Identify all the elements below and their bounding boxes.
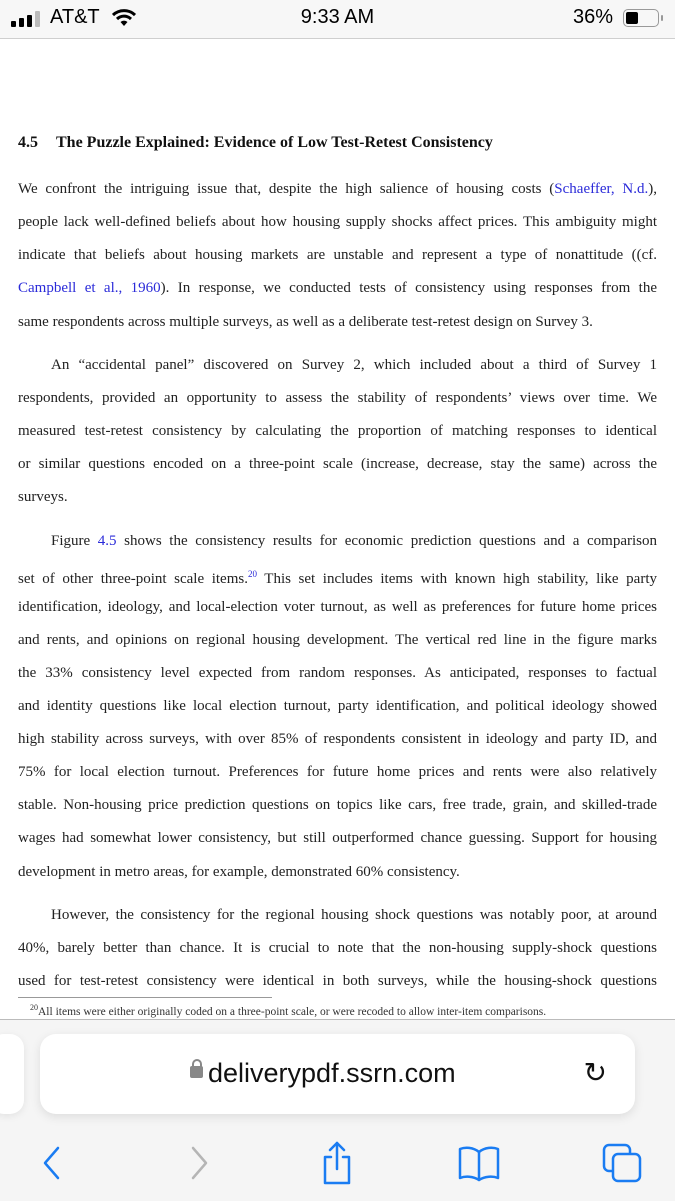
text-line <box>51 532 657 550</box>
text-span: 40%, barely better than chance. It is crucial to note that the non-housing supply-shock questions <box>18 940 657 956</box>
text-line <box>18 422 657 440</box>
text-span: stable. Non-housing price prediction questions on topics like cars, free trade, grain, and skilled-trade <box>18 797 657 813</box>
text-line <box>18 455 657 473</box>
text-span: identification, ideology, and local-election voter turnout, as well as preferences for future home prices <box>18 599 657 615</box>
text-line <box>18 796 657 814</box>
footnote-text: All items were either originally coded on a three-point scale, or were recoded to allow inter-item comparisons. <box>38 1005 547 1018</box>
citation-link[interactable]: 4.5 <box>97 533 117 549</box>
text-line <box>18 279 657 297</box>
text-line <box>18 939 657 957</box>
tabs-button[interactable] <box>597 1138 647 1188</box>
text-span: measured test-retest consistency by calculating the proportion of matching responses to identical <box>18 423 657 439</box>
text-span: shows the consistency results for economic prediction questions and a comparison <box>116 533 657 549</box>
text-line <box>18 598 657 616</box>
chevron-left-icon <box>40 1145 64 1181</box>
text-line <box>18 488 657 506</box>
text-line <box>18 972 657 990</box>
address-bar[interactable] <box>40 1034 635 1114</box>
citation-link[interactable]: Campbell et al., 1960 <box>18 280 161 296</box>
carrier-label: AT&T <box>50 6 100 28</box>
chevron-right-icon <box>187 1145 211 1181</box>
browser-toolbar <box>0 1019 675 1201</box>
text-span: indicate that beliefs about housing markets are unstable and represent a type of nonattitude ((cf. <box>18 247 657 263</box>
forward-button[interactable] <box>174 1138 224 1188</box>
lock-icon <box>190 1066 203 1078</box>
battery-icon <box>623 9 659 27</box>
footnote-ref-link[interactable]: 20 <box>247 569 257 579</box>
text-line <box>18 863 657 881</box>
footnote-mark: 20 <box>30 1003 38 1012</box>
text-span: This set includes items with known high stability, like party <box>256 571 657 587</box>
text-line <box>18 664 657 682</box>
citation-link[interactable]: Schaeffer, N.d. <box>554 181 649 197</box>
text-span: and identity questions like local election turnout, party identification, and political ideology showed <box>18 698 657 714</box>
text-span: the 33% consistency level expected from random responses. As anticipated, responses to factual <box>18 665 657 681</box>
text-span: wages had somewhat lower consistency, but still outperformed chance guessing. Support for housing <box>18 830 657 846</box>
previous-tab-peek[interactable] <box>0 1034 24 1114</box>
text-span: An “accidental panel” discovered on Survey 2, which included about a third of Survey 1 <box>51 357 657 373</box>
battery-percent: 36% <box>572 6 613 28</box>
text-line <box>18 246 657 264</box>
text-span: development in metro areas, for example, demonstrated 60% consistency. <box>18 864 460 880</box>
text-line <box>18 389 657 407</box>
bookmarks-button[interactable] <box>454 1138 504 1188</box>
footnote <box>30 1003 546 1018</box>
text-line <box>51 906 657 924</box>
text-line <box>18 697 657 715</box>
text-line <box>18 730 657 748</box>
footnote-divider <box>18 997 272 998</box>
text-span: 75% for local election turnout. Preferences for future home prices and rents were also relatively <box>18 764 657 780</box>
text-span: Figure <box>51 533 98 549</box>
reload-icon[interactable]: ↻ <box>583 1057 607 1088</box>
section-title: The Puzzle Explained: Evidence of Low Test-Retest Consistency <box>56 134 493 151</box>
text-span: respondents, provided an opportunity to assess the stability of respondents’ views over time. We <box>18 390 657 406</box>
text-line <box>51 356 657 374</box>
text-span: high stability across surveys, with over 85% of respondents consistent in ideology and party ID, and <box>18 731 657 747</box>
share-button[interactable] <box>312 1138 362 1188</box>
status-bar <box>0 0 675 39</box>
text-line <box>18 213 657 231</box>
book-icon <box>457 1144 501 1182</box>
text-span: used for test-retest consistency were identical in both surveys, while the housing-shock questions <box>18 973 657 989</box>
text-line <box>18 565 657 588</box>
text-span: ). In response, we conducted tests of consistency using responses from the <box>160 280 658 296</box>
share-icon <box>321 1141 353 1185</box>
text-line <box>18 829 657 847</box>
tabs-icon <box>601 1142 643 1184</box>
text-line <box>18 180 657 198</box>
section-heading <box>18 134 493 152</box>
back-button[interactable] <box>27 1138 77 1188</box>
text-span: or similar questions encoded on a three-point scale (increase, decrease, stay the same) across the <box>18 456 657 472</box>
text-span: surveys. <box>18 489 68 505</box>
text-line <box>18 763 657 781</box>
text-span: However, the consistency for the regional housing shock questions was notably poor, at around <box>51 907 657 923</box>
text-span: same respondents across multiple surveys, as well as a deliberate test-retest design on Survey 3. <box>18 314 593 330</box>
text-span: people lack well-defined beliefs about how housing supply shocks affect prices. This ambiguity might <box>18 214 657 230</box>
url-text[interactable]: deliverypdf.ssrn.com <box>208 1058 456 1088</box>
text-line <box>18 631 657 649</box>
text-span: ), <box>648 181 657 197</box>
text-line <box>18 313 657 331</box>
text-span: and rents, and opinions on regional housing development. The vertical red line in the figure marks <box>18 632 657 648</box>
text-span: set of other three-point scale items. <box>18 571 248 587</box>
section-number: 4.5 <box>18 134 38 151</box>
clock: 9:33 AM <box>300 6 375 28</box>
text-span: We confront the intriguing issue that, despite the high salience of housing costs ( <box>18 181 555 197</box>
